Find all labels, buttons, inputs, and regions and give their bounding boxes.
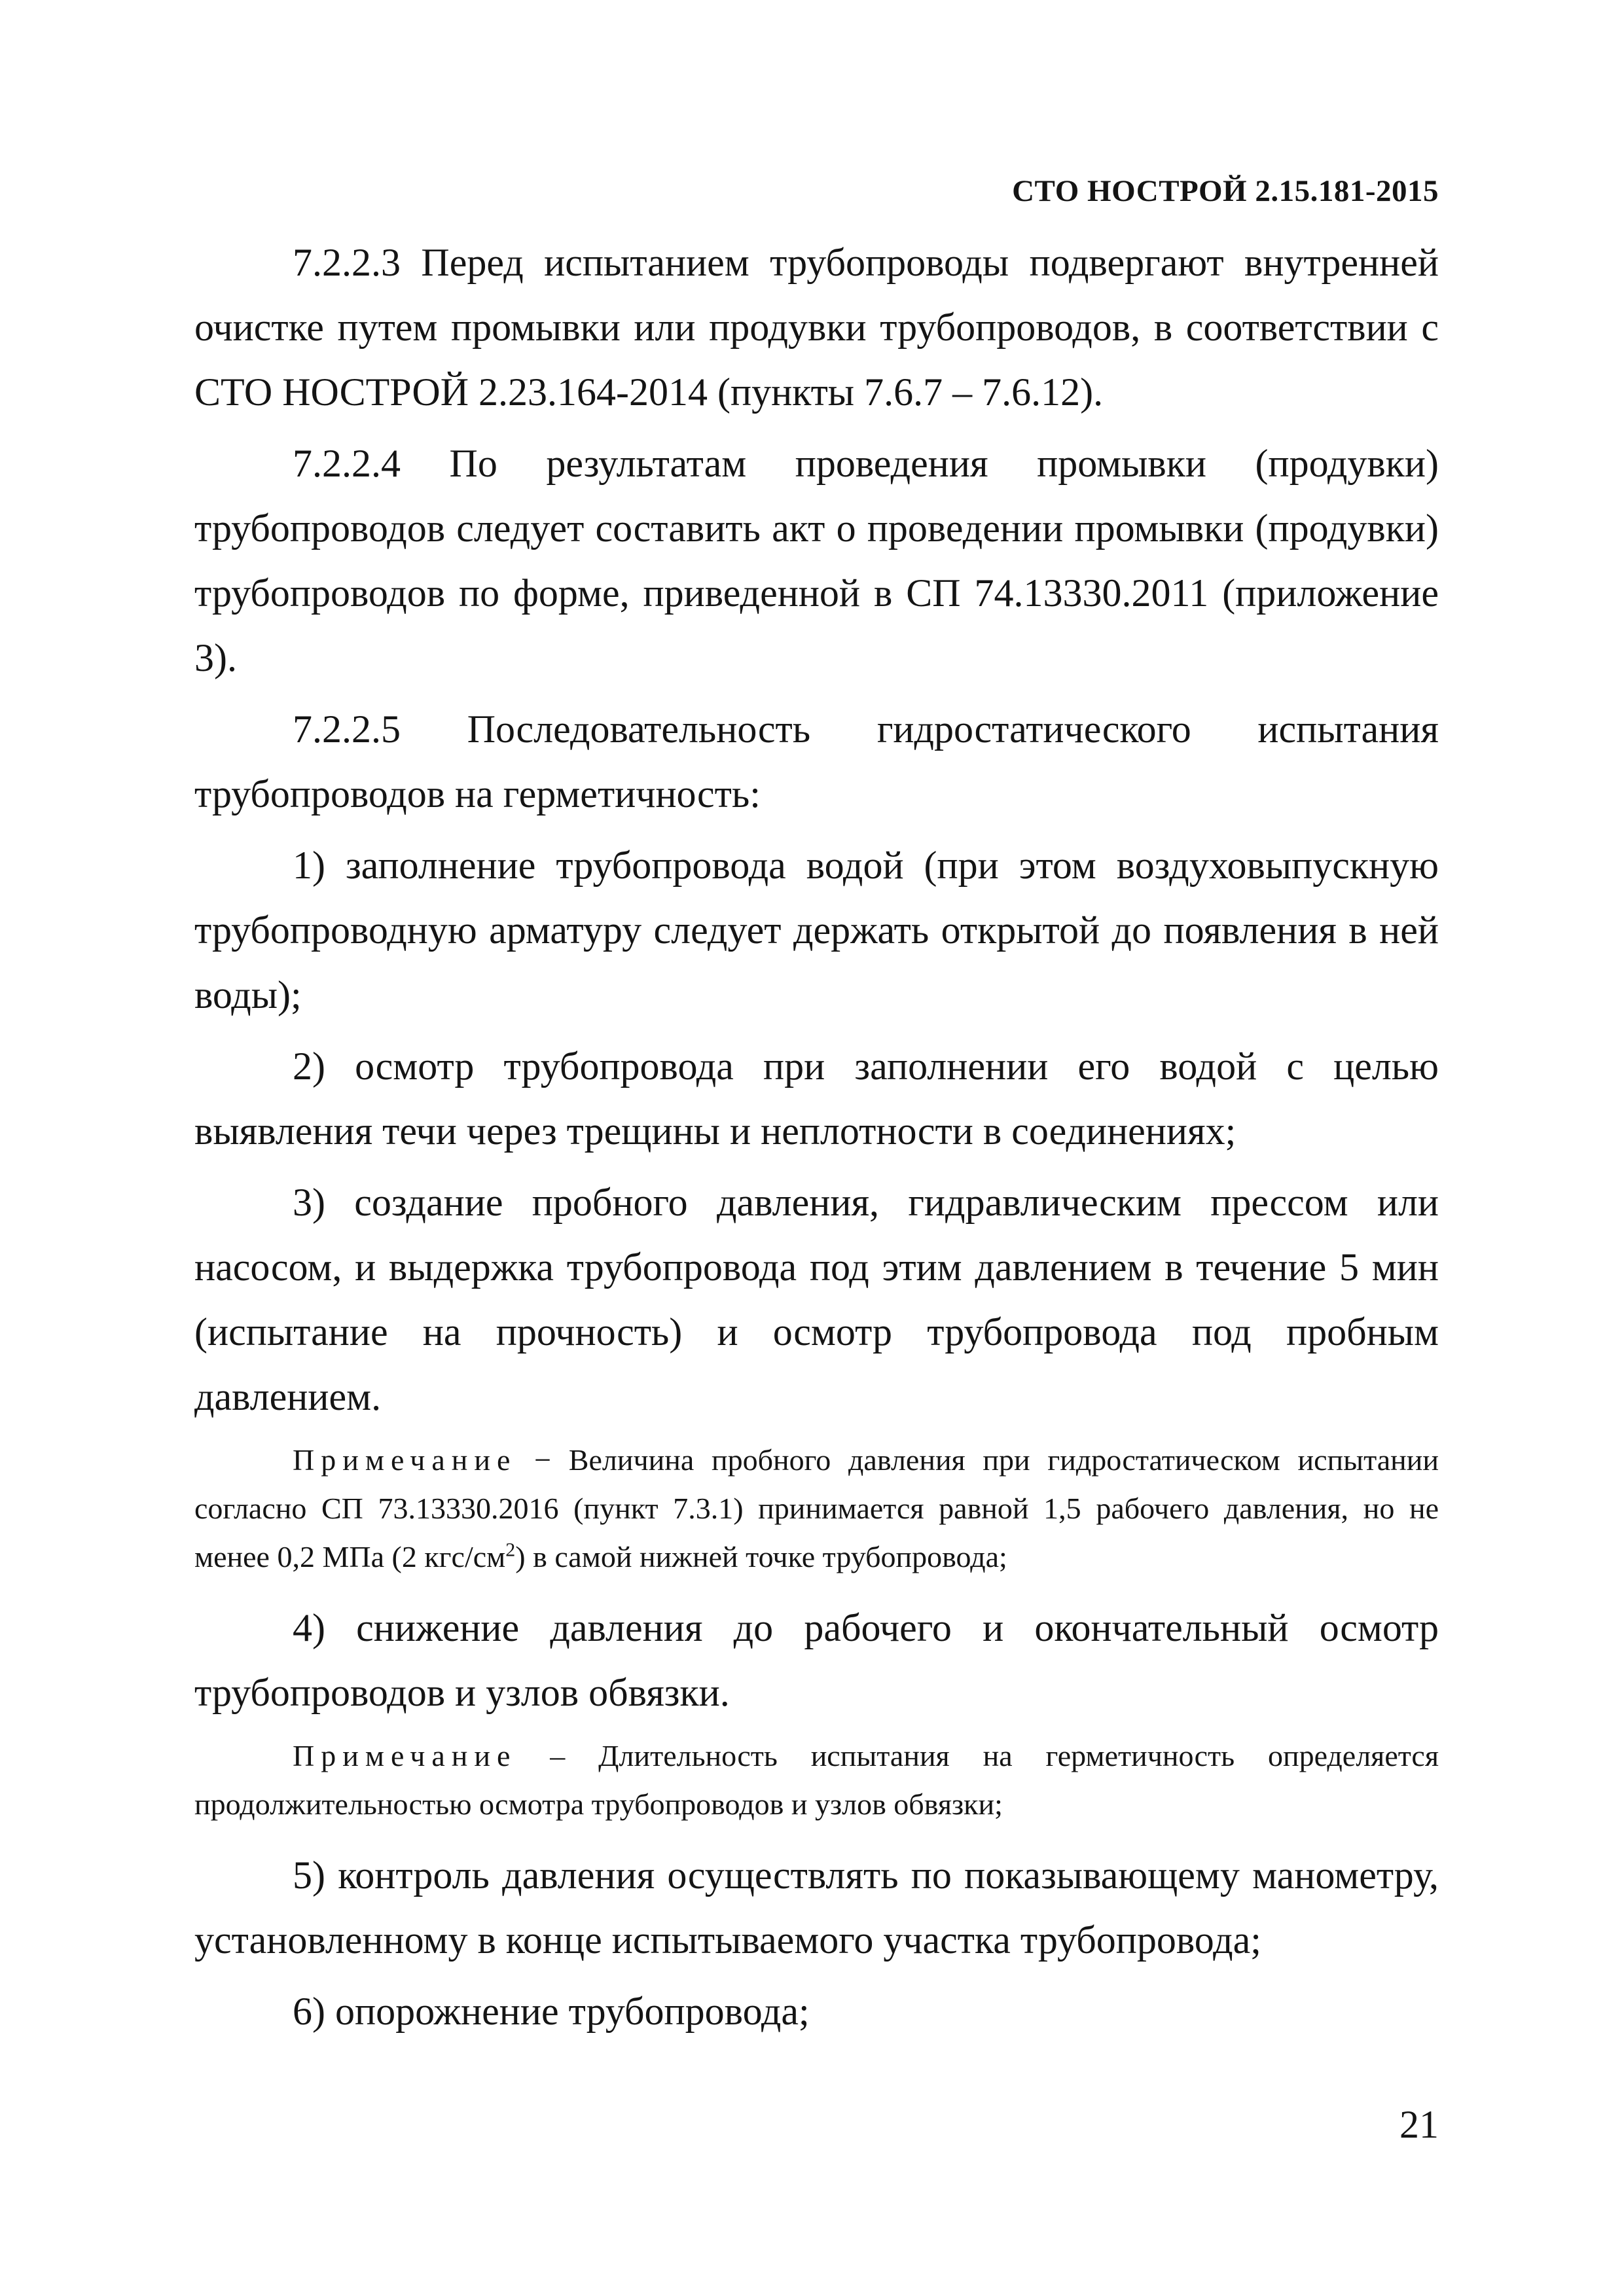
note-text: − Величина пробного давления при гидростатическом испытании согласно СП 73.13330.2016 (пункт 7.3.1) принимается равной 1,5 рабочего давления, но не менее 0,2 МПа (2 кгс/см: [194, 1443, 1439, 1573]
paragraph-7-2-2-4: 7.2.2.4 По результатам проведения промывки (продувки) трубопроводов следует составить акт о проведении промывки (продувки) трубопроводов по форме, приведенной в СП 74.13330.2011 (приложение 3).: [194, 442, 1439, 679]
step-1: 1) заполнение трубопровода водой (при этом воздуховыпускную трубопроводную арматуру следует держать открытой до появления в ней воды);: [194, 844, 1439, 1016]
paragraph-7-2-2-3: 7.2.2.3 Перед испытанием трубопроводы подвергают внутренней очистке путем промывки или продувки трубопроводов, в соответствии с СТО НОСТРОЙ 2.23.164-2014 (пункты 7.6.7 – 7.6.12).: [194, 241, 1439, 414]
step-6: 6) опорожнение трубопровода;: [293, 1990, 810, 2033]
note-duration: [194, 1732, 1439, 1829]
note-label: Примечание: [293, 1739, 517, 1772]
document-body: [194, 230, 1439, 2051]
step-4: 4) снижение давления до рабочего и окончательный осмотр трубопроводов и узлов обвязки.: [194, 1606, 1439, 1714]
note-text-end: ) в самой нижней точке трубопровода;: [515, 1540, 1007, 1573]
note-label: Примечание: [293, 1443, 517, 1477]
note-text: – Длительность испытания на герметичность определяется продолжительностью осмотра трубопроводов и узлов обвязки;: [194, 1739, 1439, 1821]
superscript: 2: [505, 1539, 516, 1561]
paragraph-7-2-2-5: 7.2.2.5 Последовательность гидростатического испытания трубопроводов на герметичность:: [194, 708, 1439, 816]
note-test-pressure: [194, 1436, 1439, 1581]
document-code-header: СТО НОСТРОЙ 2.15.181-2015: [1012, 174, 1439, 208]
page-number: 21: [1399, 2103, 1439, 2146]
step-2: 2) осмотр трубопровода при заполнении его водой с целью выявления течи через трещины и неплотности в соединениях;: [194, 1045, 1439, 1153]
step-5: 5) контроль давления осуществлять по показывающему манометру, установленному в конце испытываемого участка трубопровода;: [194, 1854, 1439, 1962]
step-3: 3) создание пробного давления, гидравлическим прессом или насосом, и выдержка трубопровода под этим давлением в течение 5 мин (испытание на прочность) и осмотр трубопровода под пробным давлением.: [194, 1181, 1439, 1418]
